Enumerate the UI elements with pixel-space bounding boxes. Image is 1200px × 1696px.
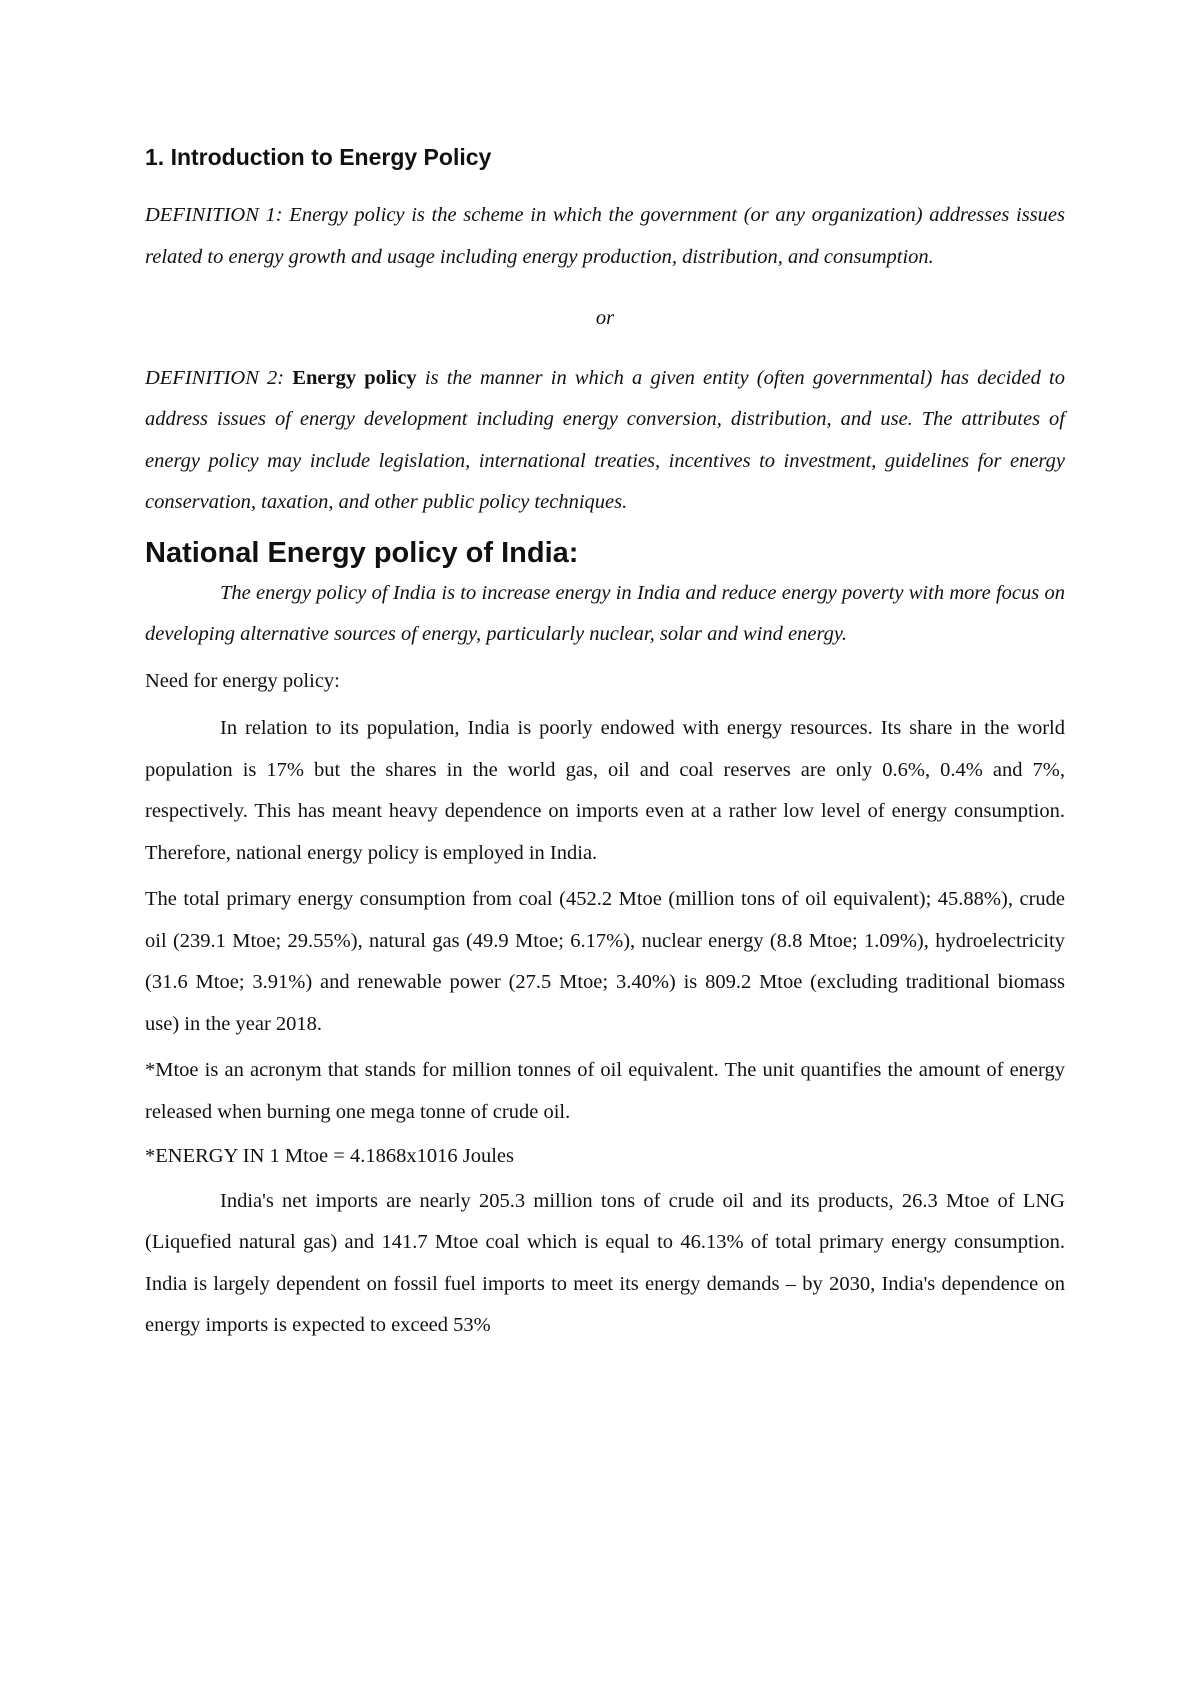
document-page — [145, 140, 1065, 1347]
population-paragraph: In relation to its population, India is poorly endowed with energy resources. Its share in the world population is 17% but the shares in the world gas, oil and coal reserves are only 0.6%, 0.4% and 7%, respectively. This has meant heavy dependence on imports even at a rather low level of energy consumption. Therefore, national energy policy is employed in India. — [145, 717, 1065, 864]
section-heading-national-policy: National Energy policy of India: — [145, 536, 579, 569]
definition-1: DEFINITION 1: Energy policy is the scheme in which the government (or any organization) addresses issues related to energy growth and usage including energy production, distribution, and consumption. — [145, 204, 1065, 268]
or-separator: or — [595, 307, 615, 329]
mtoe-footnote: *Mtoe is an acronym that stands for million tonnes of oil equivalent. The unit quantifies the amount of energy released when burning one mega tonne of crude oil. — [145, 1059, 1065, 1123]
imports-paragraph: India's net imports are nearly 205.3 million tons of crude oil and its products, 26.3 Mtoe of LNG (Liquefied natural gas) and 141.7 Mtoe coal which is equal to 46.13% of total primary energy consumption. India is largely dependent on fossil fuel imports to meet its energy demands – by 2030, India's dependence on energy imports is expected to exceed 53% — [145, 1189, 1065, 1336]
energy-equivalence-note: *ENERGY IN 1 Mtoe = 4.1868x1016 Joules — [145, 1145, 514, 1167]
need-heading: Need for energy policy: — [145, 669, 340, 692]
section-heading-intro: 1. Introduction to Energy Policy — [145, 144, 492, 170]
national-policy-intro: The energy policy of India is to increase energy in India and reduce energy poverty with more focus on developing alternative sources of energy, particularly nuclear, solar and wind energy. — [145, 581, 1065, 645]
definition-2-bold-term: Energy policy — [292, 366, 417, 389]
definition-2-prefix: DEFINITION 2: — [145, 366, 293, 389]
definition-2-text: is the manner in which a given entity (often governmental) has decided to address issues of energy development including energy conversion, distribution, and use. The attributes of energy policy may include legislation, international treaties, incentives to investment, guidelines for energy conservation, taxation, and other public policy techniques. — [145, 366, 1066, 513]
definition-2 — [145, 358, 1065, 524]
total-consumption-paragraph: The total primary energy consumption from coal (452.2 Mtoe (million tons of oil equivalent); 45.88%), crude oil (239.1 Mtoe; 29.55%), natural gas (49.9 Mtoe; 6.17%), nuclear energy (8.8 Mtoe; 1.09%), hydroelectricity (31.6 Mtoe; 3.91%) and renewable power (27.5 Mtoe; 3.40%) is 809.2 Mtoe (excluding traditional biomass use) in the year 2018. — [145, 888, 1065, 1035]
